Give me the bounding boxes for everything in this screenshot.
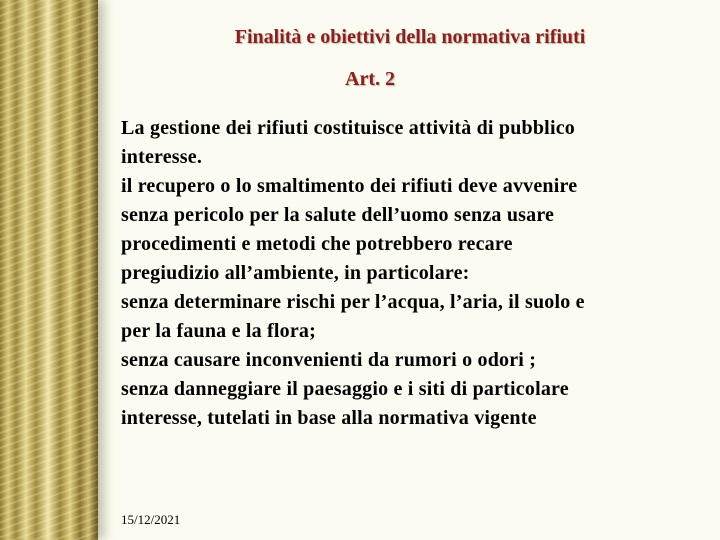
slide-title: Finalità e obiettivi della normativa rifiuti	[234, 26, 586, 48]
body-line: procedimenti e metodi che potrebbero recare	[121, 233, 513, 255]
body-line: senza causare inconvenienti da rumori o odori ;	[121, 349, 537, 371]
body-line: interesse.	[121, 146, 203, 168]
body-line: senza determinare rischi per l’acqua, l’aria, il suolo e	[121, 291, 585, 313]
body-line: senza pericolo per la salute dell’uomo senza usare	[121, 204, 555, 226]
body-line: interesse, tutelati in base alla normativa vigente	[121, 407, 537, 429]
body-line: pregiudizio all’ambiente, in particolare:	[121, 262, 470, 284]
slide-date: 15/12/2021	[121, 512, 181, 527]
decorative-gold-border	[0, 0, 98, 540]
body-line: per la fauna e la flora;	[121, 320, 316, 342]
body-line: senza danneggiare il paesaggio e i siti di particolare	[121, 378, 569, 400]
body-text	[121, 114, 691, 433]
body-line: il recupero o lo smaltimento dei rifiuti deve avvenire	[121, 175, 578, 197]
body-line: La gestione dei rifiuti costituisce attività di pubblico	[121, 117, 575, 139]
slide-subtitle: Art. 2	[345, 68, 395, 90]
